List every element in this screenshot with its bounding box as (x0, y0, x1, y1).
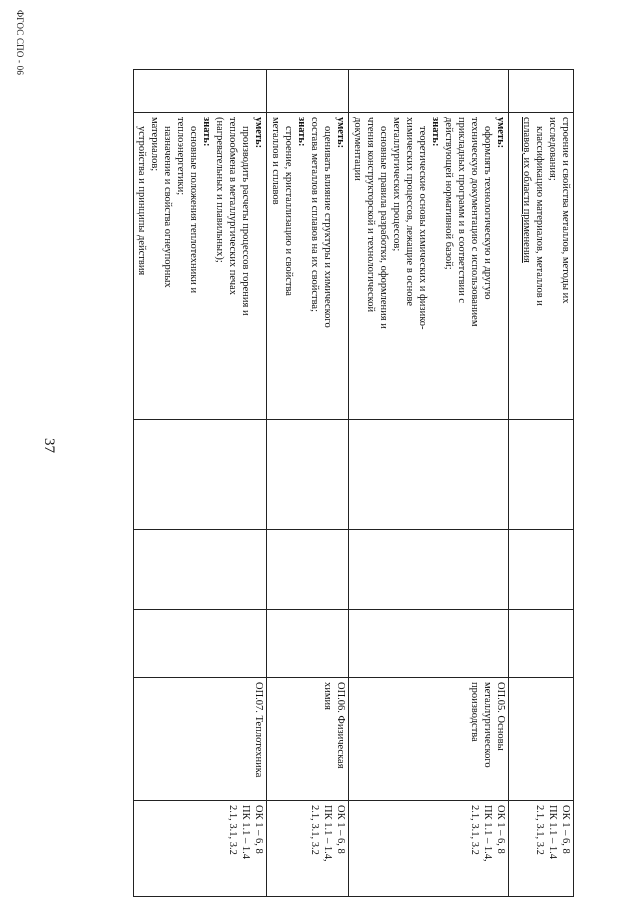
text-line: ОК 1 – 6, 8 (253, 805, 264, 854)
hours-cell (509, 420, 574, 530)
footer-code: ФГОС СПО - 06 (15, 10, 25, 76)
hours-cell (509, 530, 574, 610)
text-line: ПК 1.1 – 1.4 (240, 805, 251, 859)
index-cell (509, 70, 574, 113)
text-line: уметь: (253, 117, 264, 149)
text-line: металлов и сплавов (270, 117, 281, 205)
text-line: классификацию материалов, металлов и (534, 126, 545, 306)
text-line: основные положения теплотехники и (188, 126, 199, 294)
text-line: оценивать влияние структуры и химического (322, 126, 333, 328)
text-line: действующей нормативной базой; (443, 117, 454, 270)
text-line: ОП.05. Основы (495, 682, 506, 751)
text-line: материалов; (149, 117, 160, 172)
index-cell (349, 70, 509, 113)
text-line: строение, кристаллизацию и свойства (283, 126, 294, 296)
content-cell (267, 113, 349, 420)
text-line: строение и свойства металлов, методы их (560, 117, 571, 304)
content-cell (349, 113, 509, 420)
table-row (349, 70, 509, 897)
hours-cell (349, 610, 509, 678)
table-row (134, 70, 267, 897)
hours-cell (267, 420, 349, 530)
content-cell (509, 113, 574, 420)
discipline-cell (349, 678, 509, 801)
text-line: ОК 1 – 6, 8 (495, 805, 506, 854)
index-cell (134, 70, 267, 113)
table-row (267, 70, 349, 897)
text-line: металлургических процессов; (391, 117, 402, 252)
hours-cell (134, 610, 267, 678)
text-line: производить расчеты процессов горения и (240, 126, 251, 316)
text-line: 2.1, 3.1, 3.2 (534, 805, 545, 855)
text-line: 2.1, 3.1, 3.2 (227, 805, 238, 855)
discipline-cell (509, 678, 574, 801)
text-line: знать: (296, 117, 307, 147)
hours-cell (349, 420, 509, 530)
text-line: ПК 1.1 – 1.4 (547, 805, 558, 859)
text-line: техническую документацию с использованием (469, 117, 480, 327)
text-line: документации (352, 117, 363, 181)
text-line: оформлять технологическую и другую (482, 126, 493, 300)
text-line: сплавов, их области применения (521, 117, 532, 263)
text-line: ПК 1.1 – 1.4, (322, 805, 333, 862)
discipline-cell (134, 678, 267, 801)
text-line: (нагревательных и плавильных); (214, 117, 225, 263)
text-line: ОП.07. Теплотехника (253, 682, 264, 778)
competency-cell (509, 801, 574, 897)
text-line: состава металлов и сплавов на их свойства; (309, 117, 320, 313)
hours-cell (267, 610, 349, 678)
text-line: назначение и свойства огнеупорных (162, 126, 173, 288)
hours-cell (134, 420, 267, 530)
index-cell (267, 70, 349, 113)
hours-cell (134, 530, 267, 610)
text-line: уметь: (495, 117, 506, 149)
page-number: 37 (41, 438, 57, 453)
discipline-cell (267, 678, 349, 801)
curriculum-table (133, 69, 574, 897)
text-line: производства (469, 682, 480, 742)
text-line: уметь: (335, 117, 346, 149)
text-line: химия (322, 682, 333, 710)
text-line: чтения конструкторской и технологической (365, 117, 376, 313)
competency-cell (267, 801, 349, 897)
text-line: теплоэнергетики; (175, 117, 186, 196)
content-cell (134, 113, 267, 420)
text-line: прикладных программ и в соответствии с (456, 117, 467, 304)
table-row (509, 70, 574, 897)
competency-cell (134, 801, 267, 897)
text-line: исследования; (547, 117, 558, 181)
text-line: основные правила разработки, оформления и (378, 126, 389, 329)
text-line: металлургического (482, 682, 493, 768)
text-line: устройства и принципы действия (136, 126, 147, 276)
text-line: 2.1, 3.1, 3.2 (309, 805, 320, 855)
text-line: знать: (430, 117, 441, 147)
hours-cell (349, 530, 509, 610)
hours-cell (509, 610, 574, 678)
hours-cell (267, 530, 349, 610)
text-line: ОП.06. Физическая (335, 682, 346, 769)
text-line: ОК 1 – 6, 8 (560, 805, 571, 854)
text-line: знать: (201, 117, 212, 147)
text-line: теоретические основы химических и физико- (417, 126, 428, 330)
competency-cell (349, 801, 509, 897)
text-line: химических процессов, лежащие в основе (404, 117, 415, 307)
text-line: ПК 1.1 – 1.4, (482, 805, 493, 862)
text-line: теплообмена в металлургических печах (227, 117, 238, 295)
text-line: ОК 1 – 6, 8 (335, 805, 346, 854)
text-line: 2.1, 3.1, 3.2 (469, 805, 480, 855)
